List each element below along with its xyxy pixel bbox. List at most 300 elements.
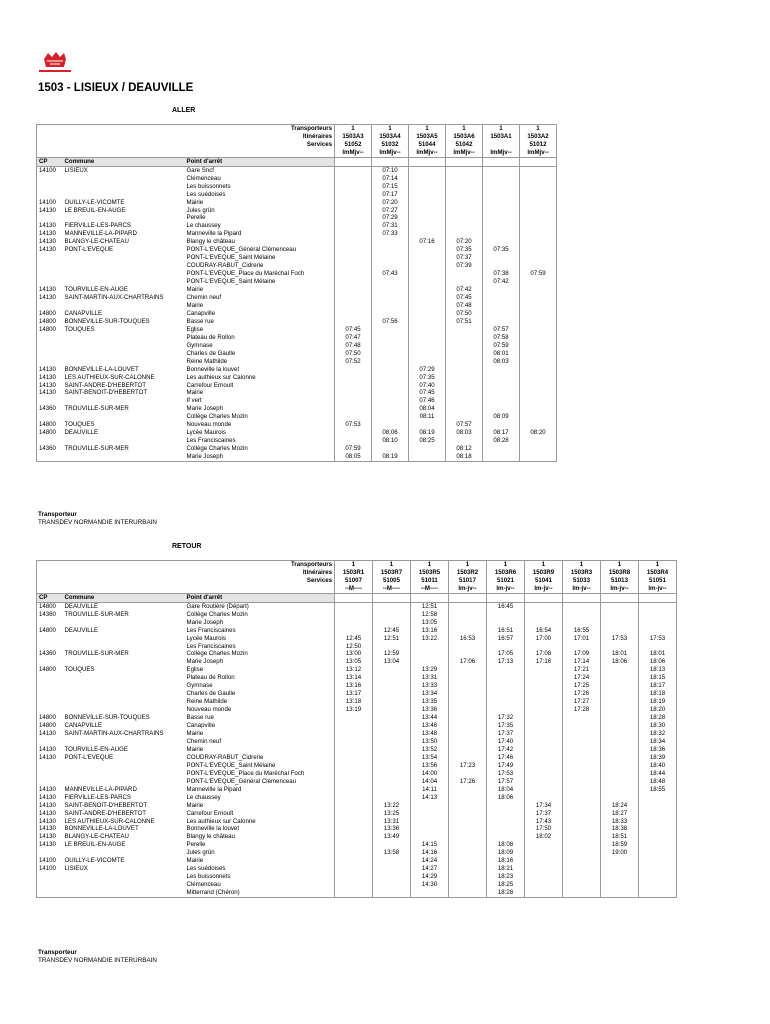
table-row [37,602,677,610]
stop-name: Les Franciscaines [186,437,236,445]
departure-time [335,246,372,254]
commune-name [63,397,185,405]
stop-name: COUDRAY-RABUT_Cidrerie [186,262,264,270]
code-header: 51033 [563,577,601,585]
departure-time: 18:17 [639,682,677,690]
postal-code: 14130 [37,238,63,246]
time-column-header [409,157,446,166]
table-row [37,318,557,326]
departure-time [335,849,373,857]
commune-name: TROUVILLE-SUR-MER [64,610,129,618]
departure-time [520,453,557,461]
departure-time [525,889,563,897]
departure-time: 16:45 [487,602,525,610]
table-row [37,619,677,627]
table-row [37,350,557,358]
departure-time [373,794,411,802]
departure-time: 12:59 [373,650,411,658]
departure-time [409,199,446,207]
departure-time [563,714,601,722]
departure-time [563,810,601,818]
departure-time: 13:17 [335,690,373,698]
transporteur-header: 1 [520,125,557,133]
departure-time [449,786,487,794]
departure-time [563,818,601,826]
departure-time [520,421,557,429]
retour-timetable [36,560,677,898]
commune-name [63,413,185,421]
postal-code: 14100 [37,865,63,873]
stop-name: Bonneville la louvet [186,825,240,833]
departure-time [639,857,677,865]
postal-code: 14130 [37,786,63,794]
departure-time [449,810,487,818]
departure-time [449,650,487,658]
departure-time [520,405,557,413]
departure-time [409,310,446,318]
header-blank [37,585,63,593]
departure-time [372,278,409,286]
departure-time [372,413,409,421]
departure-time: 13:16 [335,682,373,690]
postal-code [37,413,63,421]
departure-time: 13:49 [373,833,411,841]
departure-time: 18:06 [601,658,639,666]
departure-time [525,619,563,627]
table-row [37,445,557,453]
commune-name [63,350,185,358]
departure-time [601,865,639,873]
commune-name [63,619,185,627]
departure-time [483,207,520,215]
code-header: 51041 [525,577,563,585]
service-header: lm-jv-- [601,585,639,593]
itineraire-header: 1503A3 [335,133,372,141]
departure-time: 07:47 [335,334,372,342]
itineraire-header: 1503R9 [525,569,563,577]
postal-code: 14130 [37,246,63,254]
commune-name: MANNEVILLE-LA-PIPARD [64,230,137,238]
commune-name: TROUVILLE-SUR-MER [64,650,129,658]
departure-time [409,445,446,453]
departure-time [525,778,563,786]
commune-name: DEAUVILLE [64,626,99,634]
stop-name: PONT-L'EVEQUE_Saint Mélaine [186,254,276,262]
departure-time [563,794,601,802]
departure-time: 07:51 [446,318,483,326]
aller-timetable [36,124,557,462]
commune-name: TOUQUES [64,325,95,333]
time-column-header [373,593,411,602]
postal-code [37,849,63,857]
stop-name: Plateau de Rollon [186,333,235,341]
departure-time: 13:25 [373,810,411,818]
departure-time: 17:53 [601,635,639,643]
departure-time [449,881,487,889]
code-header: 51021 [487,577,525,585]
postal-code: 14360 [37,445,63,453]
departure-time [525,682,563,690]
stop-name: Jules grûn [186,849,215,857]
departure-time: 07:57 [446,421,483,429]
departure-time [639,619,677,627]
departure-time [373,682,411,690]
commune-name [63,334,185,342]
stop-name: Le chaussey [186,793,221,801]
departure-time: 18:55 [639,786,677,794]
departure-time [335,382,372,390]
transporteur-header: 1 [639,561,677,569]
departure-time [409,334,446,342]
departure-time [449,722,487,730]
commune-name: BONNEVILLE-SUR-TOUQUES [64,714,150,722]
departure-time [409,254,446,262]
departure-time [525,738,563,746]
postal-code: 14100 [37,857,63,865]
departure-time [446,207,483,215]
departure-time [446,342,483,350]
code-header: 51042 [446,141,483,149]
postal-code [37,175,63,183]
departure-time [639,849,677,857]
departure-time [446,222,483,230]
table-row [37,714,677,722]
departure-time: 07:45 [446,294,483,302]
departure-time [335,207,372,215]
departure-time [520,389,557,397]
table-row [37,611,677,619]
departure-time [373,698,411,706]
table-row [37,294,557,302]
departure-time [520,374,557,382]
departure-time: 07:20 [446,238,483,246]
stop-name: Lycée Maurois [186,429,226,437]
departure-time: 13:52 [411,746,449,754]
postal-code: 14800 [37,714,63,722]
table-row [37,690,677,698]
stop-name: Les suédoises [186,865,226,873]
postal-code [37,437,63,445]
departure-time [411,818,449,826]
commune-name: BONNEVILLE-LA-LOUVET [64,825,139,833]
departure-time: 08:10 [372,437,409,445]
departure-time [525,690,563,698]
departure-time [446,278,483,286]
departure-time [525,746,563,754]
departure-time: 13:54 [411,754,449,762]
departure-time: 13:18 [335,698,373,706]
stop-name: Lycée Maurois [186,634,226,642]
departure-time [525,643,563,651]
time-column-header [335,157,372,166]
commune-name: MANNEVILLE-LA-PIPARD [64,785,137,793]
table-row [37,175,557,183]
header-label: Services [306,576,332,584]
departure-time: 13:46 [411,722,449,730]
code-header: 51013 [601,577,639,585]
itineraire-header: 1503R8 [601,569,639,577]
departure-time [639,841,677,849]
departure-time: 07:48 [446,302,483,310]
stop-name: Carrefour Ernoult [186,381,234,389]
departure-time [601,873,639,881]
stop-name: Mairie [186,730,204,738]
commune-name [63,635,185,643]
departure-time [373,841,411,849]
table-row [37,754,677,762]
departure-time [335,278,372,286]
itineraire-header: 1503R6 [487,569,525,577]
departure-time [487,698,525,706]
departure-time: 18:19 [639,698,677,706]
departure-time [563,865,601,873]
departure-time [335,270,372,278]
departure-time: 18:02 [525,833,563,841]
commune-name: LES AUTHIEUX-SUR-CALONNE [64,817,155,825]
postal-code: 14360 [37,611,63,619]
departure-time: 18:24 [601,802,639,810]
table-row [37,429,557,437]
departure-time [449,602,487,610]
stop-name: PONT-L'EVEQUE_Place du Maréchal Foch [186,769,305,777]
departure-time [563,738,601,746]
departure-time: 17:28 [563,706,601,714]
transporteur-header: 1 [409,125,446,133]
postal-code [37,698,63,706]
table-row [37,746,677,754]
departure-time [639,802,677,810]
time-column-header [372,157,409,166]
departure-time [449,802,487,810]
departure-time: 13:33 [411,682,449,690]
table-row [37,207,557,215]
commune-name [63,706,185,714]
departure-time: 18:59 [601,841,639,849]
departure-time [409,230,446,238]
departure-time: 17:34 [525,802,563,810]
stop-name: Canapville [186,309,215,317]
departure-time [520,445,557,453]
commune-name: TROUVILLE-SUR-MER [64,405,129,413]
postal-code: 14130 [37,818,63,826]
departure-time [411,833,449,841]
departure-time [483,175,520,183]
postal-code [37,643,63,651]
departure-time: 08:19 [372,453,409,461]
departure-time [335,619,373,627]
departure-time [335,191,372,199]
stop-name: Mairie [186,801,204,809]
postal-code [37,873,63,881]
aller-section-label: ALLER [172,107,196,114]
departure-time [520,183,557,191]
departure-time: 07:14 [372,175,409,183]
service-header: lmMjv-- [409,149,446,157]
stop-name: Mairie [186,301,204,309]
table-row [37,302,557,310]
header-label: Itinéraires [302,568,332,576]
departure-time: 07:15 [372,183,409,191]
departure-time [563,889,601,897]
table-row [37,881,677,889]
stop-name: Gymnase [186,682,213,690]
postal-code [37,302,63,310]
departure-time [446,166,483,174]
table-row [37,738,677,746]
departure-time [520,358,557,366]
departure-time [449,833,487,841]
departure-time [487,666,525,674]
table-row [37,405,557,413]
departure-time [373,889,411,897]
postal-code: 14800 [37,722,63,730]
departure-time: 19:00 [601,849,639,857]
table-row [37,666,677,674]
departure-time [601,794,639,802]
table-row [37,762,677,770]
commune-name [63,889,185,897]
table-row [37,706,677,714]
departure-time: 07:59 [335,445,372,453]
commune-name: LE BREUIL-EN-AUGE [64,841,126,849]
departure-time [449,619,487,627]
departure-time [601,786,639,794]
departure-time: 07:48 [335,342,372,350]
code-header: 51052 [335,141,372,149]
departure-time [409,207,446,215]
departure-time [601,643,639,651]
departure-time: 17:53 [487,770,525,778]
departure-time [601,706,639,714]
postal-code [37,342,63,350]
table-row [37,841,677,849]
stop-name: Manneville la Pipard [186,230,242,238]
departure-time [483,318,520,326]
table-row [37,833,677,841]
header-label: Services [306,140,332,148]
departure-time: 08:11 [409,413,446,421]
commune-name: FIERVILLE-LES-PARCS [64,222,131,230]
departure-time: 07:31 [372,222,409,230]
stop-name: Gymnase [186,341,213,349]
commune-name [63,262,185,270]
postal-code: 14100 [37,166,63,174]
departure-time: 17:32 [487,714,525,722]
departure-time: 17:27 [563,698,601,706]
table-row [37,214,557,222]
time-column-header [335,593,373,602]
departure-time [601,690,639,698]
header-blank [63,577,185,585]
departure-time: 18:36 [639,746,677,754]
departure-time: 18:30 [639,722,677,730]
stop-name: COUDRAY-RABUT_Cidrerie [186,753,264,761]
page-title: 1503 - LISIEUX / DEAUVILLE [38,82,194,94]
commune-name: SAINT-BENOIT-D'HEBERTOT [64,389,148,397]
stop-name: Basse rue [186,714,214,722]
header-blank [37,569,63,577]
departure-time [335,366,372,374]
departure-time: 17:49 [487,762,525,770]
table-row [37,635,677,643]
departure-time [411,889,449,897]
commune-name [63,873,185,881]
departure-time [639,643,677,651]
stop-name: Blangy le château [186,833,235,841]
commune-name [63,849,185,857]
transporteur-header: 1 [411,561,449,569]
departure-time [601,682,639,690]
departure-time [563,643,601,651]
itineraire-header: 1503A4 [372,133,409,141]
service-header: lm-jv-- [639,585,677,593]
stop-name: If vert [186,397,202,405]
region-normandie-logo [38,50,72,76]
postal-code: 14130 [37,794,63,802]
departure-time [373,786,411,794]
departure-time [487,825,525,833]
itineraire-header: 1503R5 [411,569,449,577]
postal-code: 14130 [37,389,63,397]
departure-time [335,254,372,262]
stop-name: Manneville la Pipard [186,785,242,793]
departure-time [639,873,677,881]
service-header: lm-jv-- [563,585,601,593]
departure-time [601,698,639,706]
table-row [37,334,557,342]
postal-code [37,762,63,770]
departure-time: 08:05 [335,453,372,461]
departure-time [563,786,601,794]
service-header: --M---- [335,585,373,593]
departure-time: 13:31 [411,674,449,682]
service-header: --M---- [373,585,411,593]
departure-time [563,802,601,810]
postal-code: 14130 [37,374,63,382]
stop-name: Mairie [186,286,204,294]
commune-name [63,302,185,310]
commune-name [63,358,185,366]
departure-time [411,658,449,666]
code-header: 51005 [373,577,411,585]
departure-time [335,611,373,619]
departure-time [335,730,373,738]
stop-name: Chemin neuf [186,737,222,745]
departure-time: 07:57 [483,326,520,334]
commune-name: OUILLY-LE-VICOMTE [64,198,125,206]
departure-time [446,413,483,421]
departure-time: 08:18 [446,453,483,461]
commune-name: TROUVILLE-SUR-MER [64,445,129,453]
departure-time [335,166,372,174]
departure-time [483,382,520,390]
departure-time [525,754,563,762]
departure-time [335,786,373,794]
departure-time [525,602,563,610]
departure-time: 07:58 [483,334,520,342]
header-blank [37,133,63,141]
departure-time [409,270,446,278]
departure-time [520,262,557,270]
stop-name: Mairie [186,857,204,865]
departure-time [335,175,372,183]
departure-time [372,374,409,382]
departure-time: 17:14 [563,658,601,666]
header-blank [37,141,63,149]
departure-time: 07:29 [372,214,409,222]
departure-time: 18:04 [487,786,525,794]
departure-time: 07:37 [446,254,483,262]
